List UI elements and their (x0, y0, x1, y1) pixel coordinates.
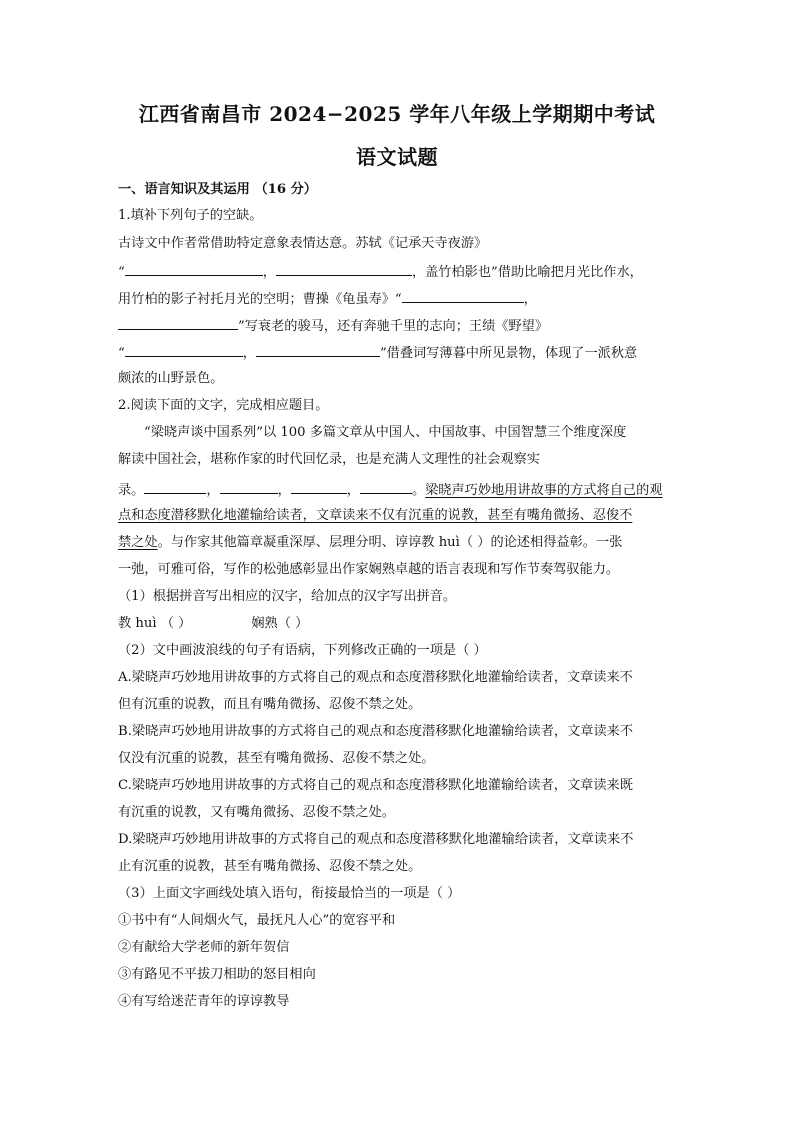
passage-line (118, 534, 674, 552)
fill-blank[interactable] (360, 480, 412, 494)
quote-mark: “ (118, 346, 125, 361)
option-a[interactable]: A.梁晓声巧妙地用讲故事的方式将自己的观点和态度潜移默化地灌输给读者，文章读来不 (118, 670, 633, 685)
list-item: ②有献给大学老师的新年贺信 (118, 940, 290, 955)
fill-blank[interactable] (256, 343, 380, 357)
sub-question-2-prompt: （2）文中画波浪线的句子有语病，下列修改正确的一项是（ ） (118, 643, 487, 658)
punct: ， (242, 346, 256, 361)
fill-blank[interactable] (144, 480, 206, 494)
punct: ， (277, 483, 291, 498)
text-segment: ”借叠词写薄暮中所见景物，体现了一派秋意 (379, 346, 638, 361)
option-d[interactable]: D.梁晓声巧妙地用讲故事的方式将自己的观点和态度潜移默化地灌输给读者，文章读来不 (118, 832, 634, 847)
answer-slot[interactable]: 娴熟（ ） (251, 616, 309, 631)
question-1-prompt: 1.填补下列句子的空缺。 (118, 208, 263, 223)
exam-title: 江西省南昌市 2024−2025 学年八年级上学期期中考试 (138, 102, 656, 126)
answer-slot[interactable]: 教 huì （ ） (118, 616, 192, 631)
question-1-line: 颇浓的山野景色。 (118, 371, 224, 386)
sub-question-3-prompt: （3）上面文字画线处填入语句，衔接最恰当的一项是（ ） (118, 886, 461, 901)
fill-blank[interactable] (276, 262, 412, 276)
passage-line: 解读中国社会，堪称作家的时代回忆录，也是充满人文理性的社会观察实 (118, 452, 540, 467)
passage-line: 一弛，可雅可俗，写作的松弛感彰显出作家娴熟卓越的语言表现和写作节奏驾驭能力。 (118, 562, 620, 577)
punct: ， (346, 483, 360, 498)
wavy-underlined-sentence: 禁之处 (118, 535, 158, 550)
list-item: ①书中有“人间烟火气，最抚凡人心”的宽容平和 (118, 913, 396, 928)
passage-line (118, 507, 674, 525)
text-segment: 录。 (118, 483, 145, 498)
text-segment: ”写衰老的骏马，还有奔驰千里的志向；王绩《野望》 (238, 319, 549, 334)
question-1-line (118, 289, 674, 309)
sub-question-1-prompt: （1）根据拼音写出相应的汉字，给加点的汉字写出拼音。 (118, 589, 457, 604)
punct: 。 (411, 483, 426, 498)
text-segment: 。与作家其他篇章凝重深厚、层理分明、谆谆教 huì（ ）的论述相得益彰。一张 (157, 535, 623, 550)
passage-line: “梁晓声谈中国系列”以 100 多篇文章从中国人、中国故事、中国智慧三个维度深度 (144, 425, 627, 440)
list-item: ④有写给迷茫青年的谆谆教导 (118, 994, 290, 1009)
fill-blank[interactable] (125, 262, 263, 276)
wavy-underlined-sentence: 梁晓声巧妙地用讲故事的方式将自己的观 (425, 483, 663, 498)
fill-blank[interactable] (118, 316, 238, 330)
fill-blank[interactable] (402, 289, 524, 303)
question-1-line (118, 262, 674, 282)
option-b-cont: 仅没有沉重的说教，甚至有嘴角微扬、忍俊不禁之处。 (118, 751, 435, 766)
wavy-underlined-sentence: 点和态度潜移默化地灌输给读者，文章读来不仅有沉重的说教，甚至有嘴角微扬、忍俊不 (118, 508, 633, 523)
sub-question-1-answers (118, 615, 674, 633)
text-segment: 用竹柏的影子衬托月光的空明；曹操《龟虽寿》“ (118, 292, 402, 307)
question-2-prompt: 2.阅读下面的文字，完成相应题目。 (118, 398, 329, 413)
section-heading: 一、语言知识及其运用 （16 分） (118, 182, 317, 197)
option-d-cont: 止有沉重的说教，甚至有嘴角微扬、忍俊不禁之处。 (118, 859, 422, 874)
option-a-cont: 但有沉重的说教，而且有嘴角微扬、忍俊不禁之处。 (118, 697, 422, 712)
punct: ， (206, 483, 220, 498)
punct: ， (523, 292, 537, 307)
list-item: ③有路见不平拔刀相助的怒目相向 (118, 967, 316, 982)
question-1-line (118, 316, 674, 336)
fill-blank[interactable] (125, 343, 243, 357)
exam-subtitle: 语文试题 (356, 145, 438, 169)
quote-mark: “ (118, 265, 125, 280)
question-1-line (118, 343, 674, 363)
option-b[interactable]: B.梁晓声巧妙地用讲故事的方式将自己的观点和态度潜移默化地灌输给读者，文章读来不 (118, 724, 634, 739)
text-segment: ，盖竹柏影也”借助比喻把月光比作水， (411, 265, 643, 280)
fill-blank[interactable] (220, 480, 278, 494)
fill-blank[interactable] (291, 480, 347, 494)
option-c-cont: 有沉重的说教，又有嘴角微扬、忍俊不禁之处。 (118, 805, 395, 820)
passage-line (118, 480, 674, 500)
question-1-line: 古诗文中作者常借助特定意象表情达意。苏轼《记承天寺夜游》 (118, 236, 488, 251)
punct: ， (262, 265, 276, 280)
option-c[interactable]: C.梁晓声巧妙地用讲故事的方式将自己的观点和态度潜移默化地灌输给读者，文章读来既 (118, 778, 633, 793)
